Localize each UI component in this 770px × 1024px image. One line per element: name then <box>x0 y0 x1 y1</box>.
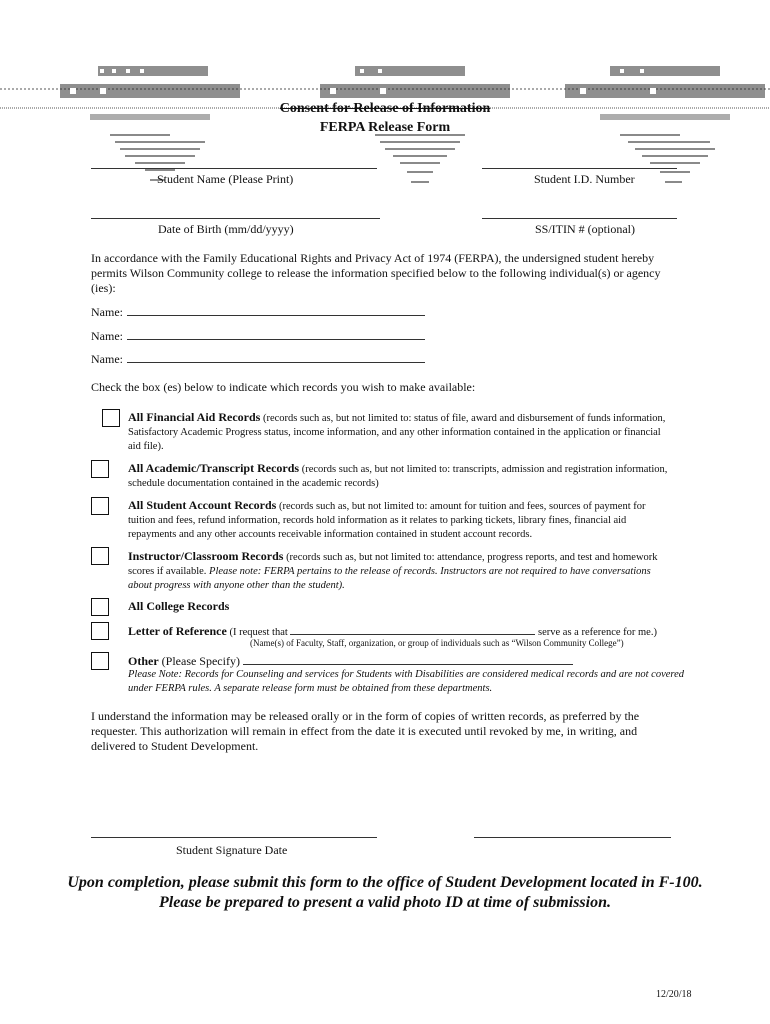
academic-item <box>128 461 673 491</box>
instructor-item <box>128 549 673 593</box>
other-title: Other <box>128 654 159 668</box>
account-checkbox[interactable] <box>91 497 109 515</box>
reference-hint: (Name(s) of Faculty, Staff, organization, or group of individuals such as “Wilson Community College”) <box>250 638 624 648</box>
reference-title: Letter of Reference <box>128 624 227 638</box>
student-id-label: Student I.D. Number <box>534 172 635 186</box>
financial-aid-item <box>128 410 673 454</box>
ssn-line[interactable] <box>482 218 677 219</box>
check-instruction: Check the box (es) below to indicate which records you wish to make available: <box>91 380 476 394</box>
college-title: All College Records <box>128 599 230 613</box>
signature-label: Student Signature Date <box>176 843 288 857</box>
footer-date: 12/20/18 <box>656 989 692 1000</box>
account-item <box>128 498 673 542</box>
academic-desc: (records such as, but not limited to: transcripts, admission and registration information, schedule documentation contained in the academic records) <box>128 464 668 489</box>
instructor-checkbox[interactable] <box>91 547 109 565</box>
college-checkbox[interactable] <box>91 598 109 616</box>
other-specify: (Please Specify) <box>158 654 243 668</box>
submission-instruction: Upon completion, please submit this form to the office of Student Development located in F-100. Please be prepared to present a valid photo ID at time of submission. <box>67 874 703 911</box>
college-item <box>128 599 673 615</box>
academic-title: All Academic/Transcript Records <box>128 461 300 475</box>
student-id-line[interactable] <box>482 168 677 169</box>
reference-post: serve as a reference for me.) <box>535 627 657 638</box>
name-row-3 <box>91 352 425 367</box>
form-title: Consent for Release of Information <box>279 101 491 116</box>
dob-label: Date of Birth (mm/dd/yyyy) <box>158 222 294 236</box>
financial-aid-checkbox[interactable] <box>102 409 120 427</box>
form-subtitle: FERPA Release Form <box>319 120 451 135</box>
name-row-1 <box>91 305 425 320</box>
other-checkbox[interactable] <box>91 652 109 670</box>
dob-line[interactable] <box>91 218 380 219</box>
ssn-label: SS/ITIN # (optional) <box>535 222 635 236</box>
instructor-title: Instructor/Classroom Records <box>128 549 284 563</box>
academic-checkbox[interactable] <box>91 460 109 478</box>
instructor-note: Please note: FERPA pertains to the release of records. Instructors are not required to have conversations about progress with anyone other than the student). <box>128 566 651 591</box>
name-input-3[interactable] <box>127 352 425 363</box>
name-row-2 <box>91 329 425 344</box>
intro-paragraph: In accordance with the Family Educational Rights and Privacy Act of 1974 (FERPA), the undersigned student hereby permits Wilson Community college to release the information specified below to the following individual(s) or agency (ies): <box>91 251 661 295</box>
other-note: Please Note: Records for Counseling and services for Students with Disabilities are considered medical records and are not covered under FERPA rules. A separate release form must be obtained from these departments. <box>128 669 685 694</box>
understand-paragraph: I understand the information may be released orally or in the form of copies of written records, as preferred by the requester. This authorization will remain in effect from the date it is executed until revoked by me, in writing, and delivered to Student Development. <box>91 709 640 753</box>
account-title: All Student Account Records <box>128 498 277 512</box>
financial-aid-title: All Financial Aid Records <box>128 410 261 424</box>
name-label: Name: <box>91 305 123 319</box>
signature-line[interactable] <box>91 837 377 838</box>
center-scan-artifact <box>365 130 485 190</box>
reference-pre: (I request that <box>226 627 291 638</box>
financial-aid-desc: (records such as, but not limited to: status of file, award and disbursement of funds information, Satisfactory Academic Progress status, income information, and any other information contained in the application or financial aid file). <box>128 413 666 452</box>
date-line[interactable] <box>474 837 671 838</box>
other-input[interactable] <box>243 655 573 665</box>
reference-checkbox[interactable] <box>91 622 109 640</box>
student-name-line[interactable] <box>91 168 377 169</box>
account-desc: (records such as, but not limited to: amount for tuition and fees, sources of payment for tuition and fees, refund information, records hold information as it relates to parking tickets, library fines, financial aid repayments and any other accounts receivable information contained in student account records. <box>128 501 646 540</box>
student-name-label: Student Name (Please Print) <box>157 172 294 186</box>
name-label: Name: <box>91 352 123 366</box>
reference-input[interactable] <box>290 625 535 635</box>
name-input-2[interactable] <box>127 329 425 340</box>
instructor-desc: (records such as, but not limited to: attendance, progress reports, and test and homework scores if available. <box>128 552 658 577</box>
name-input-1[interactable] <box>127 305 425 316</box>
name-label: Name: <box>91 329 123 343</box>
